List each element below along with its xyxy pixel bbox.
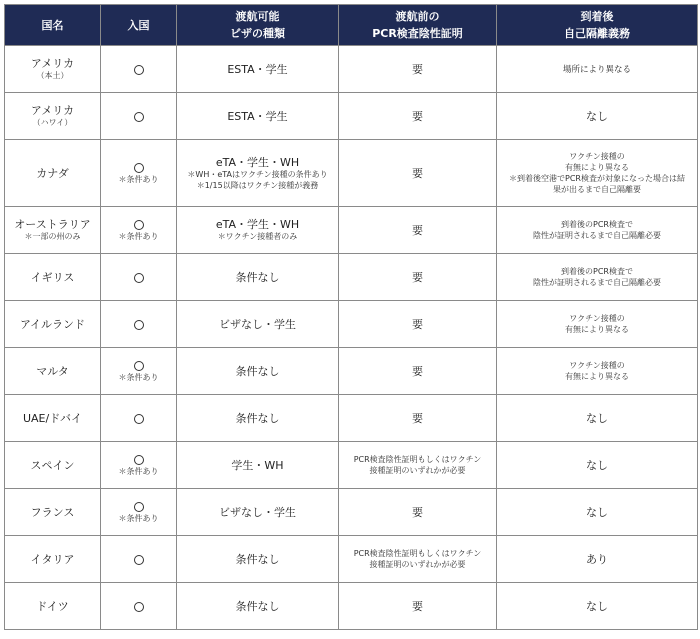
table-row [5,536,698,583]
pcr-cell: 要 [339,93,497,140]
table-row [5,583,698,630]
entry-allowed-circle-icon [134,602,144,612]
pcr-cell: 要 [339,395,497,442]
country-cell: アイルランド [5,301,101,348]
entry-allowed-circle-icon [134,555,144,565]
visa-cell: 学生・WH [177,442,339,489]
pcr-cell: 要 [339,254,497,301]
country-cell: イタリア [5,536,101,583]
entry-cell [101,207,177,254]
entry-cell [101,348,177,395]
quarantine-cell: ワクチン接種の 有無により異なる [497,348,698,395]
table-row [5,140,698,207]
table-row [5,395,698,442]
entry-cell [101,395,177,442]
entry-cell [101,536,177,583]
entry-allowed-circle-icon [134,220,144,230]
visa-cell: 条件なし [177,348,339,395]
table-header-row [5,5,698,46]
condition-note: ＊条件あり [118,174,159,184]
entry-allowed-circle-icon [134,273,144,283]
country-cell: カナダ [5,140,101,207]
quarantine-cell: なし [497,395,698,442]
table-row [5,301,698,348]
entry-cell [101,254,177,301]
quarantine-cell: あり [497,536,698,583]
entry-allowed-circle-icon [134,65,144,75]
header-country: 国名 [5,5,101,46]
pcr-cell: 要 [339,301,497,348]
pcr-cell: 要 [339,489,497,536]
quarantine-cell: 場所により異なる [497,46,698,93]
table-row [5,207,698,254]
visa-cell: ビザなし・学生 [177,489,339,536]
country-cell: マルタ [5,348,101,395]
visa-cell: ESTA・学生 [177,93,339,140]
visa-cell: 条件なし [177,583,339,630]
country-cell: アメリカ （ハワイ） [5,93,101,140]
table-row [5,442,698,489]
quarantine-cell: なし [497,442,698,489]
quarantine-cell: 到着後のPCR検査で 陰性が証明されるまで自己隔離必要 [497,254,698,301]
entry-cell [101,442,177,489]
visa-cell: 条件なし [177,395,339,442]
quarantine-cell: なし [497,583,698,630]
pcr-cell: 要 [339,140,497,207]
country-cell: フランス [5,489,101,536]
entry-allowed-circle-icon [134,502,144,512]
entry-cell [101,489,177,536]
table-row [5,46,698,93]
pcr-cell: PCR検査陰性証明もしくはワクチン 接種証明のいずれかが必要 [339,442,497,489]
header-visa: 渡航可能 ビザの種類 [177,5,339,46]
pcr-cell: 要 [339,348,497,395]
pcr-cell: PCR検査陰性証明もしくはワクチン 接種証明のいずれかが必要 [339,536,497,583]
visa-cell: ESTA・学生 [177,46,339,93]
country-cell: イギリス [5,254,101,301]
entry-allowed-circle-icon [134,320,144,330]
entry-allowed-circle-icon [134,112,144,122]
header-quarantine: 到着後 自己隔離義務 [497,5,698,46]
entry-allowed-circle-icon [134,361,144,371]
entry-cell [101,583,177,630]
entry-allowed-circle-icon [134,163,144,173]
quarantine-cell: なし [497,93,698,140]
visa-cell: ビザなし・学生 [177,301,339,348]
quarantine-cell: なし [497,489,698,536]
entry-cell [101,301,177,348]
condition-note: ＊条件あり [118,372,159,382]
table-row [5,254,698,301]
table-row [5,93,698,140]
country-cell: ドイツ [5,583,101,630]
pcr-cell: 要 [339,207,497,254]
quarantine-cell: ワクチン接種の 有無により異なる ＊到着後空港でPCR検査が対象になった場合は結 果が出るまで自己隔離要 [497,140,698,207]
quarantine-cell: ワクチン接種の 有無により異なる [497,301,698,348]
country-cell: オーストラリア ＊一部の州のみ [5,207,101,254]
header-entry: 入国 [101,5,177,46]
visa-cell: eTA・学生・WH ＊WH・eTAはワクチン接種の条件あり ＊1/15以降はワクチン接種が義務 [177,140,339,207]
condition-note: ＊条件あり [118,231,159,241]
entry-cell [101,46,177,93]
pcr-cell: 要 [339,46,497,93]
table-row [5,489,698,536]
entry-allowed-circle-icon [134,414,144,424]
visa-cell: 条件なし [177,254,339,301]
condition-note: ＊条件あり [118,513,159,523]
country-cell: スペイン [5,442,101,489]
visa-cell: 条件なし [177,536,339,583]
header-pcr: 渡航前の PCR検査陰性証明 [339,5,497,46]
entry-cell [101,140,177,207]
entry-allowed-circle-icon [134,455,144,465]
visa-cell: eTA・学生・WH ＊ワクチン接種者のみ [177,207,339,254]
condition-note: ＊条件あり [118,466,159,476]
entry-cell [101,93,177,140]
country-cell: UAE/ドバイ [5,395,101,442]
pcr-cell: 要 [339,583,497,630]
country-cell: アメリカ （本土） [5,46,101,93]
table-row [5,348,698,395]
travel-entry-table [4,4,698,630]
quarantine-cell: 到着後のPCR検査で 陰性が証明されるまで自己隔離必要 [497,207,698,254]
